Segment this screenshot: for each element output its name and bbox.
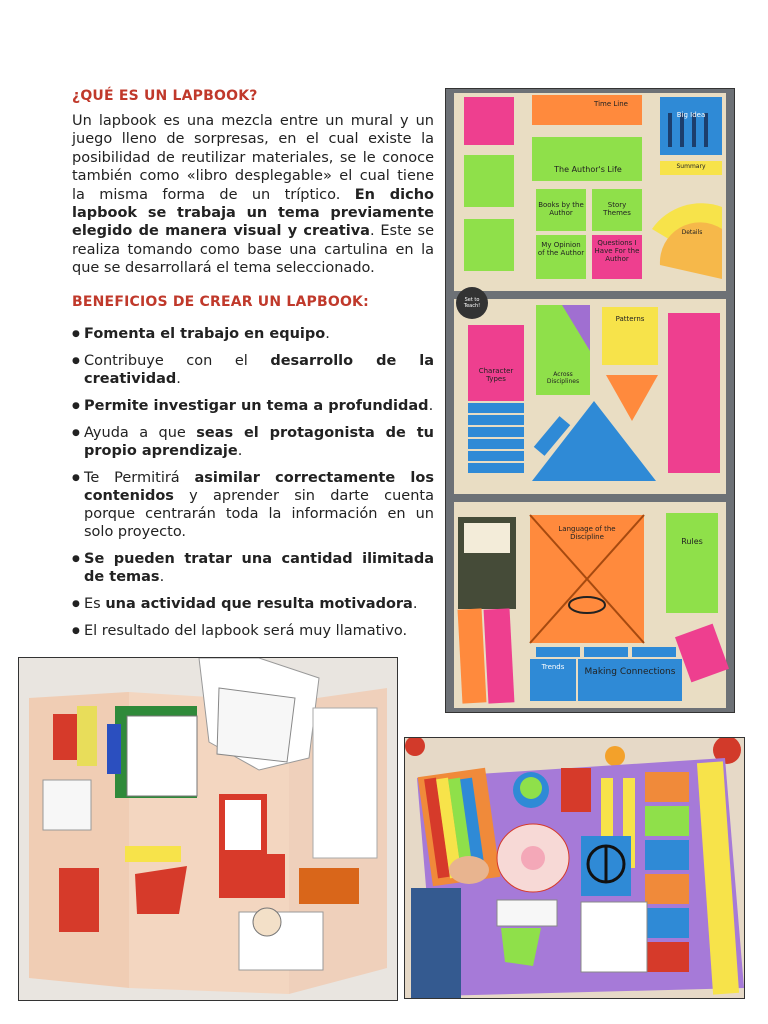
benefit-text: .: [325, 326, 330, 342]
label-summary: Summary: [676, 163, 706, 170]
list-item: [72, 424, 434, 460]
label-rules: Rules: [681, 537, 703, 546]
label-language: Language of the Discipline: [558, 525, 616, 541]
list-item: [72, 397, 434, 415]
label-books-by: Books by the Author: [538, 201, 584, 217]
benefit-bold: asimilar correctamente los contenidos: [84, 470, 434, 504]
peace-lapbook-illustration: [405, 738, 744, 998]
heading-benefits: BENEFICIOS DE CREAR UN LAPBOOK:: [72, 294, 369, 310]
heading-what-is: ¿QUÉ ES UN LAPBOOK?: [72, 88, 258, 104]
label-time-line: Time Line: [594, 100, 628, 108]
benefit-text: .: [412, 596, 418, 612]
benefit-bold: Permite investigar un tema a profundidad: [84, 398, 429, 414]
benefit-bold: Fomenta el trabajo en equipo: [84, 326, 326, 342]
label-sell: Set to Teach!: [463, 297, 481, 309]
benefit-bold: una actividad que resulta motivadora: [105, 596, 413, 612]
benefit-text: .: [428, 398, 434, 414]
label-questions: Questions I Have For the Author: [594, 239, 640, 263]
list-item: [72, 352, 434, 388]
benefit-bold: Se pueden tratar una cantidad ilimitada de temas: [84, 551, 434, 585]
label-character-types: Character Types: [478, 367, 514, 383]
label-trends: Trends: [541, 663, 565, 671]
label-making: Making Connections: [584, 667, 676, 677]
list-item: [72, 622, 434, 640]
lapbook-folders-illustration: [446, 89, 734, 712]
label-details: Details: [681, 229, 703, 236]
benefit-text: .: [237, 443, 243, 459]
lapbook-photo-peace: [404, 737, 745, 999]
list-item: [72, 595, 434, 613]
benefit-text: Es: [84, 596, 106, 612]
benefit-text: .: [176, 371, 181, 387]
benefit-text: .: [159, 569, 165, 585]
list-item: [72, 550, 434, 586]
intro-text-2: . Este se realiza tomando como base una cartulina en la que se desarrollará el tema seleccionado.: [72, 223, 434, 277]
label-story-themes: Story Themes: [603, 201, 631, 217]
benefits-list: [72, 325, 434, 649]
benefit-text: Te Permitirá: [84, 470, 195, 486]
intro-bold-1: En dicho lapbook se trabaja un tema previamente elegido de manera visual y creativa: [72, 186, 434, 240]
benefit-text: Ayuda a que: [84, 425, 197, 441]
lapbook-photo-handmade: [18, 657, 398, 1001]
lapbook-photo-folders: [445, 88, 735, 713]
handmade-lapbook-illustration: [19, 658, 397, 1000]
benefit-text: El resultado del lapbook será muy llamativo.: [84, 623, 408, 639]
label-patterns: Patterns: [615, 315, 645, 323]
label-across: Across Disciplines: [546, 371, 580, 385]
benefit-text: Contribuye con el: [84, 353, 271, 369]
list-item: [72, 325, 434, 343]
intro-paragraph: [72, 112, 434, 278]
intro-text-1: Un lapbook es una mezcla entre un mural y un juego lleno de sorpresas, en el cual existe la posibilidad de reutilizar materiales, se le conoce también como «libro desplegable» el cual tiene la misma forma de un tríptico.: [72, 113, 434, 203]
benefit-text: y aprender sin darte cuenta porque centrarán toda la información en un solo proyecto.: [84, 488, 434, 540]
benefit-bold: desarrollo de la creatividad: [84, 353, 434, 387]
label-authors-life: The Author's Life: [554, 165, 622, 174]
label-big-idea: Big Idea: [676, 111, 706, 119]
benefit-bold: seas el protagonista de tu propio aprendizaje: [84, 425, 434, 459]
list-item: [72, 469, 434, 541]
label-opinion: My Opinion of the Author: [537, 241, 585, 257]
